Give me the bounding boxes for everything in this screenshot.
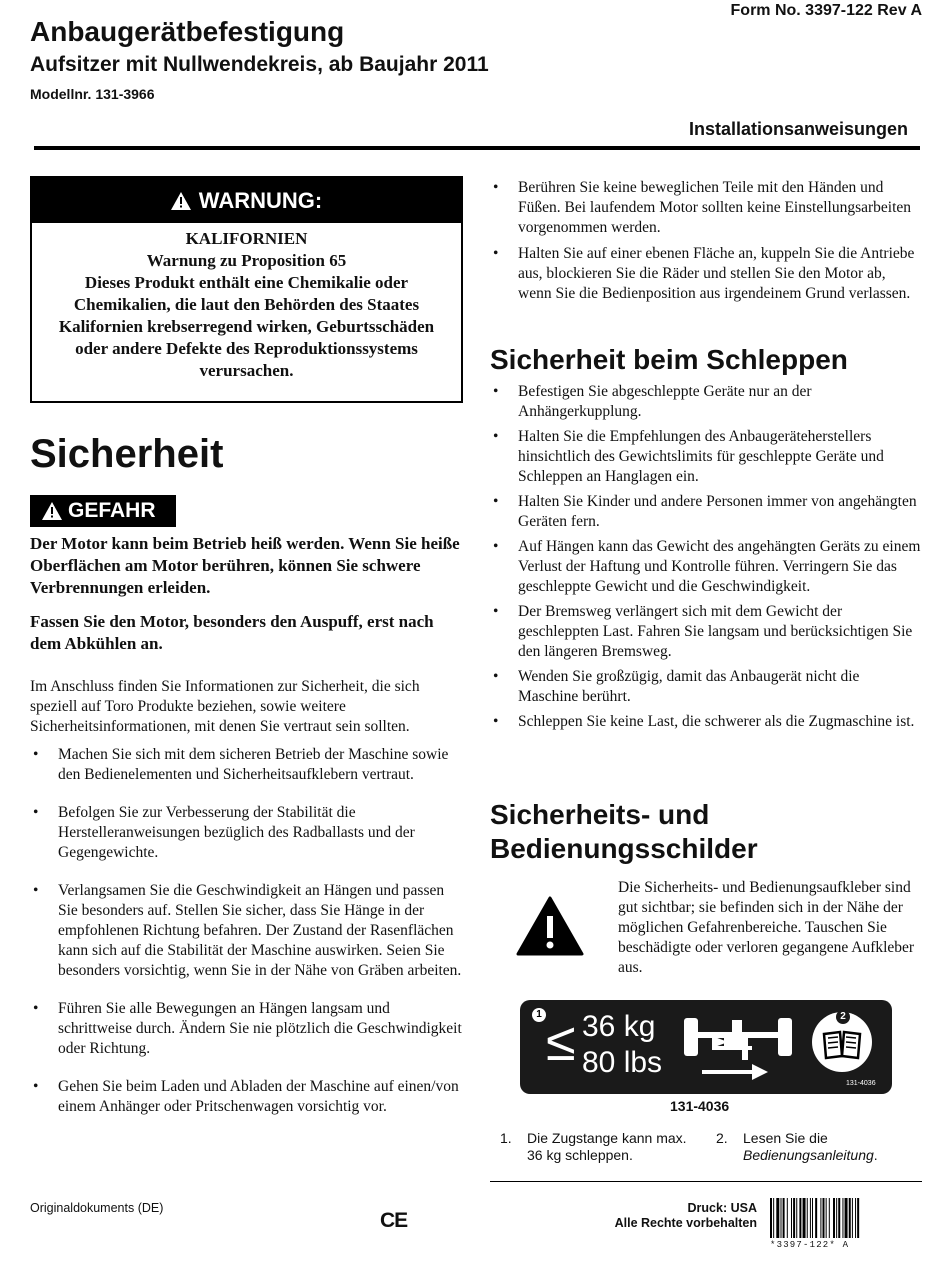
bullet: • (33, 1000, 39, 1017)
barcode-text: *3397-122* A (770, 1240, 850, 1250)
decal-weight-kg: 36 kg (582, 1010, 656, 1043)
barcode-bar (855, 1198, 856, 1238)
bullet: • (493, 383, 499, 400)
list-item: • Auf Hängen kann das Gewicht des angehängten Geräts zu einem Verlust der Haftung und Kontrolle führen. Verringern Sie das geschleppte Gewicht und die Geschwindigkeit. (493, 538, 921, 595)
legend-number-2: 2. (716, 1130, 728, 1146)
barcode-bar (793, 1198, 795, 1238)
barcode-bar (803, 1198, 806, 1238)
barcode-bar (776, 1198, 779, 1238)
danger-text-hot-engine: Der Motor kann beim Betrieb heiß werden. Wenn Sie heiße Oberflächen am Motor berühren, können Sie schwere Verbrennungen erleiden. (30, 534, 460, 597)
list-item: • Halten Sie die Empfehlungen des Anbaugeräteherstellers hinsichtlich des Gewichtslimits für geschleppte Geräte und Schleppen an Hanglagen ein. (493, 428, 884, 485)
section-label-installation: Installationsanweisungen (688, 119, 908, 139)
list-item: • Führen Sie alle Bewegungen an Hängen langsam und schrittweise durch. Ändern Sie nie plötzlich die Geschwindigkeit oder Richtung. (33, 1000, 462, 1057)
danger-label: GEFAHR (68, 499, 156, 522)
barcode-bar (833, 1198, 835, 1238)
form-number: Form No. 3397-122 Rev A (730, 2, 922, 19)
legend-text-1: Die Zugstange kann max. 36 kg schleppen. (527, 1130, 687, 1163)
heading-towing-safety: Sicherheit beim Schleppen (490, 344, 848, 375)
warning-label: WARNUNG: (198, 187, 323, 213)
barcode-bar (815, 1198, 817, 1238)
barcode-bar (820, 1198, 821, 1238)
labels-description: Die Sicherheits- und Bedienungsaufkleber sind gut sichtbar; sie befinden sich in der Nähe der möglichen Gefahrenbereiche. Tauschen Sie beschädigte oder verloren gegangene Aufkleber aus. (618, 879, 915, 976)
barcode-bar (836, 1198, 837, 1238)
danger-badge (30, 495, 176, 527)
list-item: • Berühren Sie keine beweglichen Teile mit den Händen und Füßen. Bei laufendem Motor sollten keine Einstellungsarbeiten vorgenommen werden. (493, 179, 912, 236)
bullet: • (33, 1078, 39, 1095)
bullet: • (493, 713, 499, 730)
document-title: Anbaugerätbefestigung (30, 16, 345, 47)
list-item: • Gehen Sie beim Laden und Abladen der Maschine auf einen/von einem Anhänger oder Pritschenwagen vorsichtig vor. (33, 1078, 459, 1115)
warning-triangle-icon (171, 192, 191, 210)
ce-mark: CE (380, 1209, 408, 1232)
safety-intro: Im Anschluss finden Sie Informationen zur Sicherheit, die sich speziell auf Toro Produkte beziehen, sowie weitere Sicherheitsinformationen, mit denen Sie vertraut sein sollten. (30, 678, 420, 735)
list-item: • Halten Sie auf einer ebenen Fläche an, kuppeln Sie die Antriebe aus, blockieren Sie die Räder und stellen Sie den Motor ab, wenn Sie die Bedienposition aus irgendeinem Grund verlassen. (493, 245, 915, 302)
list-item: • Befestigen Sie abgeschleppte Geräte nur an der Anhängerkupplung. (493, 383, 812, 420)
model-number: Modellnr. 131-3966 (30, 86, 155, 102)
safety-alert-icon (516, 896, 584, 956)
decal-code: 131-4036 (846, 1080, 876, 1087)
barcode-bar (852, 1198, 853, 1238)
bullet: • (493, 603, 499, 620)
bullet: • (493, 538, 499, 555)
header-rule (34, 146, 920, 150)
list-item: • Schleppen Sie keine Last, die schwerer als die Zugmaschine ist. (493, 713, 915, 730)
bullet: • (493, 179, 499, 196)
barcode-bar (823, 1198, 825, 1238)
danger-triangle-icon (42, 502, 62, 520)
list-item: • Halten Sie Kinder und andere Personen immer von angehängten Geräten fern. (493, 493, 917, 530)
list-item: • Machen Sie sich mit dem sicheren Betrieb der Maschine sowie den Bedienelementen und Sicherheitsaufklebern vertraut. (33, 746, 449, 783)
barcode-bar (796, 1198, 797, 1238)
barcode-bar (845, 1198, 848, 1238)
decal-caption: 131-4036 (670, 1098, 730, 1114)
barcode-bar (787, 1198, 788, 1238)
document-subtitle: Aufsitzer mit Nullwendekreis, ab Baujahr 2011 (30, 53, 489, 76)
print-info (615, 1201, 757, 1231)
warning-header (32, 178, 461, 223)
footer-rule (490, 1181, 922, 1182)
barcode-bar (812, 1198, 813, 1238)
barcode-bar (807, 1198, 808, 1238)
bullet: • (493, 245, 499, 262)
prop65-warning-box (30, 176, 463, 403)
decal-less-equal: ≤ (546, 1012, 576, 1072)
warning-region: KALIFORNIEN (185, 229, 308, 248)
safety-list-continued (490, 178, 922, 310)
decal-131-4036 (520, 1000, 892, 1094)
heading-safety-labels: Sicherheits- und Bedienungsschilder (490, 799, 758, 864)
legend-text-2: Lesen Sie die Bedienungsanleitung. (743, 1130, 878, 1163)
bullet: • (493, 668, 499, 685)
barcode-bar (842, 1198, 843, 1238)
safety-list (30, 745, 462, 1135)
drawbar-hitch-icon (682, 1008, 794, 1088)
decal-callout-2: 2 (836, 1010, 850, 1024)
heading-sicherheit: Sicherheit (30, 432, 224, 476)
barcode-bar (849, 1198, 851, 1238)
original-document-note: Originaldokuments (DE) (30, 1201, 164, 1215)
barcode-bar (781, 1198, 782, 1238)
bullet: • (493, 493, 499, 510)
decal-callout-1: 1 (532, 1008, 546, 1022)
barcode (770, 1198, 920, 1238)
barcode-bar (773, 1198, 774, 1238)
barcode-bar (857, 1198, 859, 1238)
list-item: • Wenden Sie großzügig, damit das Anbaugerät nicht die Maschine berührt. (493, 668, 860, 705)
barcode-bar (810, 1198, 811, 1238)
bullet: • (493, 428, 499, 445)
bullet: • (33, 746, 39, 763)
barcode-bar (829, 1198, 830, 1238)
barcode-bar (826, 1198, 827, 1238)
barcode-bar (783, 1198, 785, 1238)
warning-subtitle: Warnung zu Proposition 65 (146, 251, 347, 270)
barcode-bar (791, 1198, 792, 1238)
bullet: • (33, 882, 39, 899)
list-item: • Verlangsamen Sie die Geschwindigkeit an Hängen und passen Sie besonders auf. Stellen Sie sicher, dass Sie Hänge in der empfohlenen Richtung befahren. Der Zustand der Rasenflächen kann sich auf die Stabilität der Maschine auswirken. Seien Sie besonders vorsichtig, wenn Sie in der Nähe von Gräben arbeiten. (33, 882, 462, 979)
rights-reserved: Alle Rechte vorbehalten (614, 1216, 757, 1230)
legend-number-1: 1. (500, 1130, 512, 1146)
barcode-bar (799, 1198, 801, 1238)
barcode-bar (838, 1198, 840, 1238)
list-item: • Befolgen Sie zur Verbesserung der Stabilität die Herstelleranweisungen bezüglich des Radballasts und der Gegengewichte. (33, 804, 415, 861)
print-country: Druck: USA (687, 1201, 757, 1215)
towing-list (490, 382, 922, 737)
danger-text-cool-down: Fassen Sie den Motor, besonders den Auspuff, erst nach dem Abkühlen an. (30, 612, 434, 653)
decal-weight-lbs: 80 lbs (582, 1046, 663, 1079)
bullet: • (33, 804, 39, 821)
barcode-bar (770, 1198, 772, 1238)
list-item: • Der Bremsweg verlängert sich mit dem Gewicht der geschleppten Last. Fahren Sie langsam und berücksichtigen Sie den längeren Bremsweg. (493, 603, 913, 660)
warning-text: Dieses Produkt enthält eine Chemikalie oder Chemikalien, die laut den Behörden des Staates Kalifornien krebserregend wirken, Geburtsschäden oder andere Defekte des Reproduktionssystems verursachen. (58, 273, 435, 380)
